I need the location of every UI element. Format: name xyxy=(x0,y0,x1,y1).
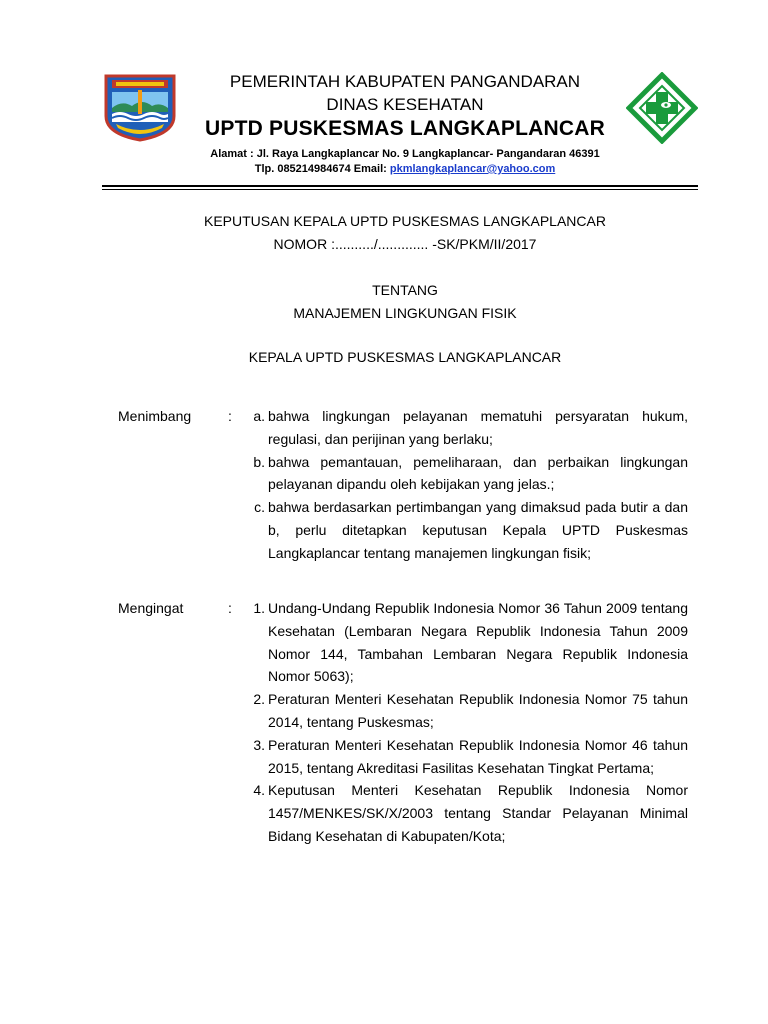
email-link[interactable]: pkmlangkaplancar@yahoo.com xyxy=(389,163,556,175)
department-name: DINAS KESEHATAN xyxy=(326,95,484,114)
mengingat-item-1 xyxy=(118,597,688,688)
menimbang-item-c xyxy=(118,496,688,564)
item-marker: 3. xyxy=(253,736,265,753)
menimbang-colon: : xyxy=(228,408,232,424)
item-marker: 2. xyxy=(253,691,265,708)
contact-line xyxy=(180,163,630,175)
item-text: bahwa pemantauan, pemeliharaan, dan perbaikan lingkungan pelayanan dipandu oleh kebijakan yang jelas.; xyxy=(268,453,688,493)
mengingat-colon: : xyxy=(228,600,232,616)
decree-number: NOMOR :........../............. -SK/PKM/II/2017 xyxy=(273,236,537,252)
item-text: Peraturan Menteri Kesehatan Republik Indonesia Nomor 75 tahun 2014, tentang Puskesmas; xyxy=(268,691,688,730)
item-text: Keputusan Menteri Kesehatan Republik Indonesia Nomor 1457/MENKES/SK/X/2003 tentang Standar Pelayanan Minimal Bidang Kesehatan di Kabupaten/Kota; xyxy=(268,782,688,844)
decree-title: KEPUTUSAN KEPALA UPTD PUSKESMAS LANGKAPLANCAR xyxy=(204,213,606,229)
menimbang-section xyxy=(118,405,688,565)
item-marker: 1. xyxy=(253,600,265,616)
item-marker: c. xyxy=(254,499,265,516)
item-marker: b. xyxy=(253,453,265,470)
mengingat-item-3 xyxy=(118,734,688,780)
address-line: Alamat : Jl. Raya Langkaplancar No. 9 Langkaplancar- Pangandaran 46391 xyxy=(210,148,600,160)
phone-label: Tlp. 085214984674 Email: xyxy=(254,163,390,175)
item-marker: a. xyxy=(253,408,265,424)
menimbang-label: Menimbang xyxy=(118,408,192,424)
item-text: Undang-Undang Republik Indonesia Nomor 36 Tahun 2009 tentang Kesehatan (Lembaran Negara Republik Indonesia Tahun 2009 Nomor 144, Tambahan Lembaran Negara Republik Indonesia Nomor 5063); xyxy=(268,600,688,685)
mengingat-item-2 xyxy=(118,688,688,734)
mengingat-label: Mengingat xyxy=(118,600,184,616)
regency-crest-icon xyxy=(102,72,178,142)
item-text: bahwa berdasarkan pertimbangan yang dimaksud pada butir a dan b, perlu ditetapkan keputusan Kepala UPTD Puskesmas Langkaplancar tentang manajemen lingkungan fisik; xyxy=(268,499,688,561)
puskesmas-cross-icon xyxy=(626,72,698,144)
item-text: Peraturan Menteri Kesehatan Republik Indonesia Nomor 46 tahun 2015, tentang Akreditasi Fasilitas Kesehatan Tingkat Pertama; xyxy=(268,736,688,776)
item-text: bahwa lingkungan pelayanan mematuhi persyaratan hukum, regulasi, dan perijinan yang berlaku; xyxy=(268,408,688,447)
header-divider-thin xyxy=(102,189,698,190)
about-heading: TENTANG xyxy=(372,282,438,298)
mengingat-item-4 xyxy=(118,779,688,847)
header-divider-thick xyxy=(102,185,698,187)
menimbang-item-b xyxy=(118,451,688,497)
mengingat-section xyxy=(118,597,688,848)
menimbang-item-a xyxy=(118,405,688,451)
item-marker: 4. xyxy=(253,782,265,799)
government-name: PEMERINTAH KABUPATEN PANGANDARAN xyxy=(229,72,581,91)
decree-issuer: KEPALA UPTD PUSKESMAS LANGKAPLANCAR xyxy=(248,349,562,365)
decree-subject: MANAJEMEN LINGKUNGAN FISIK xyxy=(293,305,517,321)
institution-name: UPTD PUSKESMAS LANGKAPLANCAR xyxy=(205,117,605,140)
